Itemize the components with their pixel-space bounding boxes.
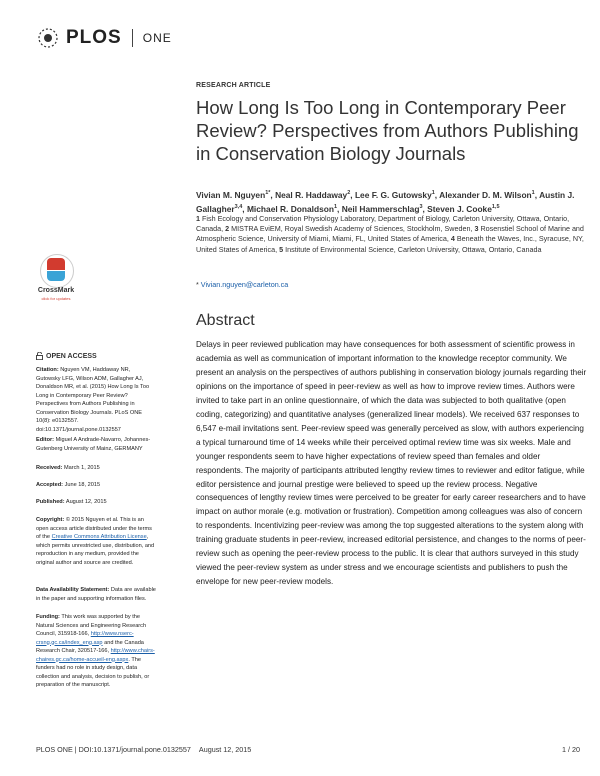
author-name: Austin J. Gallagher — [196, 189, 575, 214]
affiliation-text: MISTRA EviEM, Royal Swedish Academy of Sciences, Stockholm, Sweden, — [231, 224, 475, 234]
open-access-badge — [36, 352, 97, 360]
affiliation-text: Institute of Environmental Science, Carleton University, Ottawa, Ontario, Canada — [285, 244, 542, 254]
author-name: Vivian M. Nguyen — [196, 189, 266, 200]
citation-text: Nguyen VM, Haddaway NR, Gutowsky LFG, Wilson ADM, Gallagher AJ, Donaldson MR, et al. (2015) How Long Is Too Long in Contemporary Peer Review? Perspectives from Authors Publishing in Conservation Biology Journals. PLoS ONE 10(8): e0132557. doi:10.1371/journal.pone.0132557 — [36, 367, 150, 433]
open-access-label: OPEN ACCESS — [46, 352, 97, 360]
author-name: Michael R. Donaldson — [246, 203, 334, 214]
data-availability-block: Data Availability Statement: Data are available in the paper and supporting information files. — [36, 587, 156, 602]
plos-logo-icon — [36, 26, 60, 50]
affiliation-number: 5 — [279, 244, 286, 254]
brand-name: PLOS — [66, 27, 122, 48]
crc-link[interactable]: http://www.chairs-chaires.gc.ca/home-accueil-eng.aspx — [36, 648, 155, 663]
accepted-date: June 18, 2015 — [64, 482, 101, 488]
footer-doi-date: PLOS ONE | DOI:10.1371/journal.pone.0132557 August 12, 2015 — [36, 745, 252, 754]
page-footer — [36, 745, 580, 754]
author-affiliation-marker: 3,4 — [234, 203, 243, 210]
funding-block: Funding: This work was supported by the Natural Sciences and Engineering Research Council, 315918-166, http://www.nserc-crsng.gc.ca/index_eng.asp and the Canada Research Chair, 320517-166, http://www.chairs-chaires.gc.ca/home-accueil-eng.aspx. The funders had no role in study design, data collection and analysis, decision to publish, or preparation of the manuscript. — [36, 614, 155, 688]
copyright-block: Copyright: © 2015 Nguyen et al. This is an open access article distributed under the terms of the Creative Commons Attribution License, which permits unrestricted use, distribution, and reproduction in any medium, provided the original author and source are credited. — [36, 517, 155, 566]
abstract-body: Delays in peer reviewed publication may have consequences for both assessment of scientific prowess in academia as well as communication of important information to the knowledge receptor community. We present an analysis on the perspectives of authors publishing in conservation biology journals regarding their opinions on the importance of speed in peer-review as well as how to improve review times. Authors were invited to take part in an online questionnaire, of which the data was subjected to both qualitative (open coding, categorizing) and quantitative analyses (generalized linear models). We received 637 responses to 6,547 e-mail invitations sent. Peer-review speed was generally perceived as slow, with authors experiencing a typical turnaround time of 14 weeks while their perceived optimal review time was six weeks. Male and younger respondents seem to have higher expectations of review speed than females and older respondents. The majority of participants attributed lengthy review times to reviewer and editor fatigue, while editor persistence and journal prestige were believed to speed up the review process. Negative consequences of lengthy review times were perceived to be greater for early career researchers and to have impact on author morale (e.g. motivation or frustration). Competition among colleagues was also of concern to respondents. Incentivizing peer-review was among the top suggested alterations to the system along with training graduate students in peer-review, increased editorial persistence, and changes to the norms of peer-review such as opening the peer-review process to the public. It is clear that authors surveyed in this study viewed the peer-review system as under stress and we encourage scientists and publishers to push the envelope for new peer-review models. — [196, 340, 587, 587]
affiliation-number: 4 — [450, 234, 457, 244]
author-affiliation-marker: 3 — [419, 203, 423, 210]
published-block: Published: August 12, 2015 — [36, 499, 107, 505]
crossmark-sub: click for updates — [41, 296, 71, 301]
plos-one-logo — [36, 26, 172, 50]
article-type: RESEARCH ARTICLE — [196, 82, 271, 89]
author-name: Neal R. Haddaway — [275, 189, 348, 200]
affiliation-number: 1 — [196, 214, 202, 223]
affiliation-text: Fish Ecology and Conservation Physiology Laboratory, Department of Biology, Carleton University, Ottawa, Ontario, Canada, — [196, 214, 570, 234]
page-number: 1 / 20 — [562, 745, 580, 754]
license-link[interactable]: Creative Commons Attribution License — [51, 534, 147, 540]
author-name: Alexander D. M. Wilson — [439, 189, 532, 200]
article-title: How Long Is Too Long in Contemporary Peer Review? Perspectives from Authors Publishing in Conservation Biology Journals — [196, 97, 579, 164]
correspondence — [196, 280, 288, 289]
asterisk: * — [196, 280, 201, 289]
crossmark-badge[interactable] — [34, 254, 78, 310]
affiliation-text: Beneath the Waves, Inc., Syracuse, NY, United States of America, — [196, 234, 584, 254]
author-affiliation-marker: 1 — [333, 203, 338, 210]
nserc-link[interactable]: http://www.nserc-crsng.gc.ca/index_eng.asp — [36, 631, 134, 646]
author-name: Lee F. G. Gutowsky — [354, 189, 432, 200]
author-list: Vivian M. Nguyen$^{1*}$, Neal R. Haddaway$^2$, Lee F. G. Gutowsky$^1$, Alexander D. M. Wilson$^1$, Austin J. Gallagher$^{3,4}$, Michael R. Donaldson$^1$, Neil Hammerschlag$^3$, Steven J. Cooke$^{1,5}$ — [196, 189, 575, 214]
abstract-heading: Abstract — [196, 312, 255, 329]
open-lock-icon — [36, 352, 43, 360]
received-date: March 1, 2015 — [64, 465, 100, 471]
author-name: Neil Hammerschlag — [341, 203, 420, 214]
affiliation-text: Rosenstiel School of Marine and Atmospheric Science, University of Miami, Miami, FL, United States of America, — [196, 224, 584, 244]
author-affiliation-marker: 1 — [431, 190, 435, 196]
crossmark-label: CrossMark — [37, 287, 75, 294]
logo-divider — [132, 29, 133, 47]
editor-block: Editor: Miguel A Andrade-Navarro, Johannes-Gutenberg University of Mainz, GERMANY — [36, 437, 151, 452]
author-name: Steven J. Cooke — [427, 203, 492, 214]
affiliations — [196, 214, 584, 255]
author-affiliation-marker: 1 — [531, 190, 535, 196]
correspondence-email-link[interactable]: Vivian.nguyen@carleton.ca — [200, 280, 289, 289]
accepted-block: Accepted: June 18, 2015 — [36, 482, 101, 488]
affiliation-number: 3 — [474, 224, 481, 234]
author-affiliation-marker: 2 — [347, 190, 351, 196]
author-affiliation-marker: 1,5 — [491, 203, 500, 210]
published-date: August 12, 2015 — [65, 499, 107, 505]
author-affiliation-marker: 1* — [265, 190, 271, 196]
affiliation-number: 2 — [225, 224, 232, 234]
received-block: Received: March 1, 2015 — [36, 465, 100, 471]
editor-text: Miguel A Andrade-Navarro, Johannes-Gutenberg University of Mainz, GERMANY — [36, 437, 151, 452]
citation-block: Citation: Nguyen VM, Haddaway NR, Gutowsky LFG, Wilson ADM, Gallagher AJ, Donaldson MR, et al. (2015) How Long Is Too Long in Contemporary Peer Review? Perspectives from Authors Publishing in Conservation Biology Journals. PLoS ONE 10(8): e0132557. doi:10.1371/journal.pone.0132557 — [36, 367, 150, 433]
journal-name: ONE — [142, 31, 172, 45]
